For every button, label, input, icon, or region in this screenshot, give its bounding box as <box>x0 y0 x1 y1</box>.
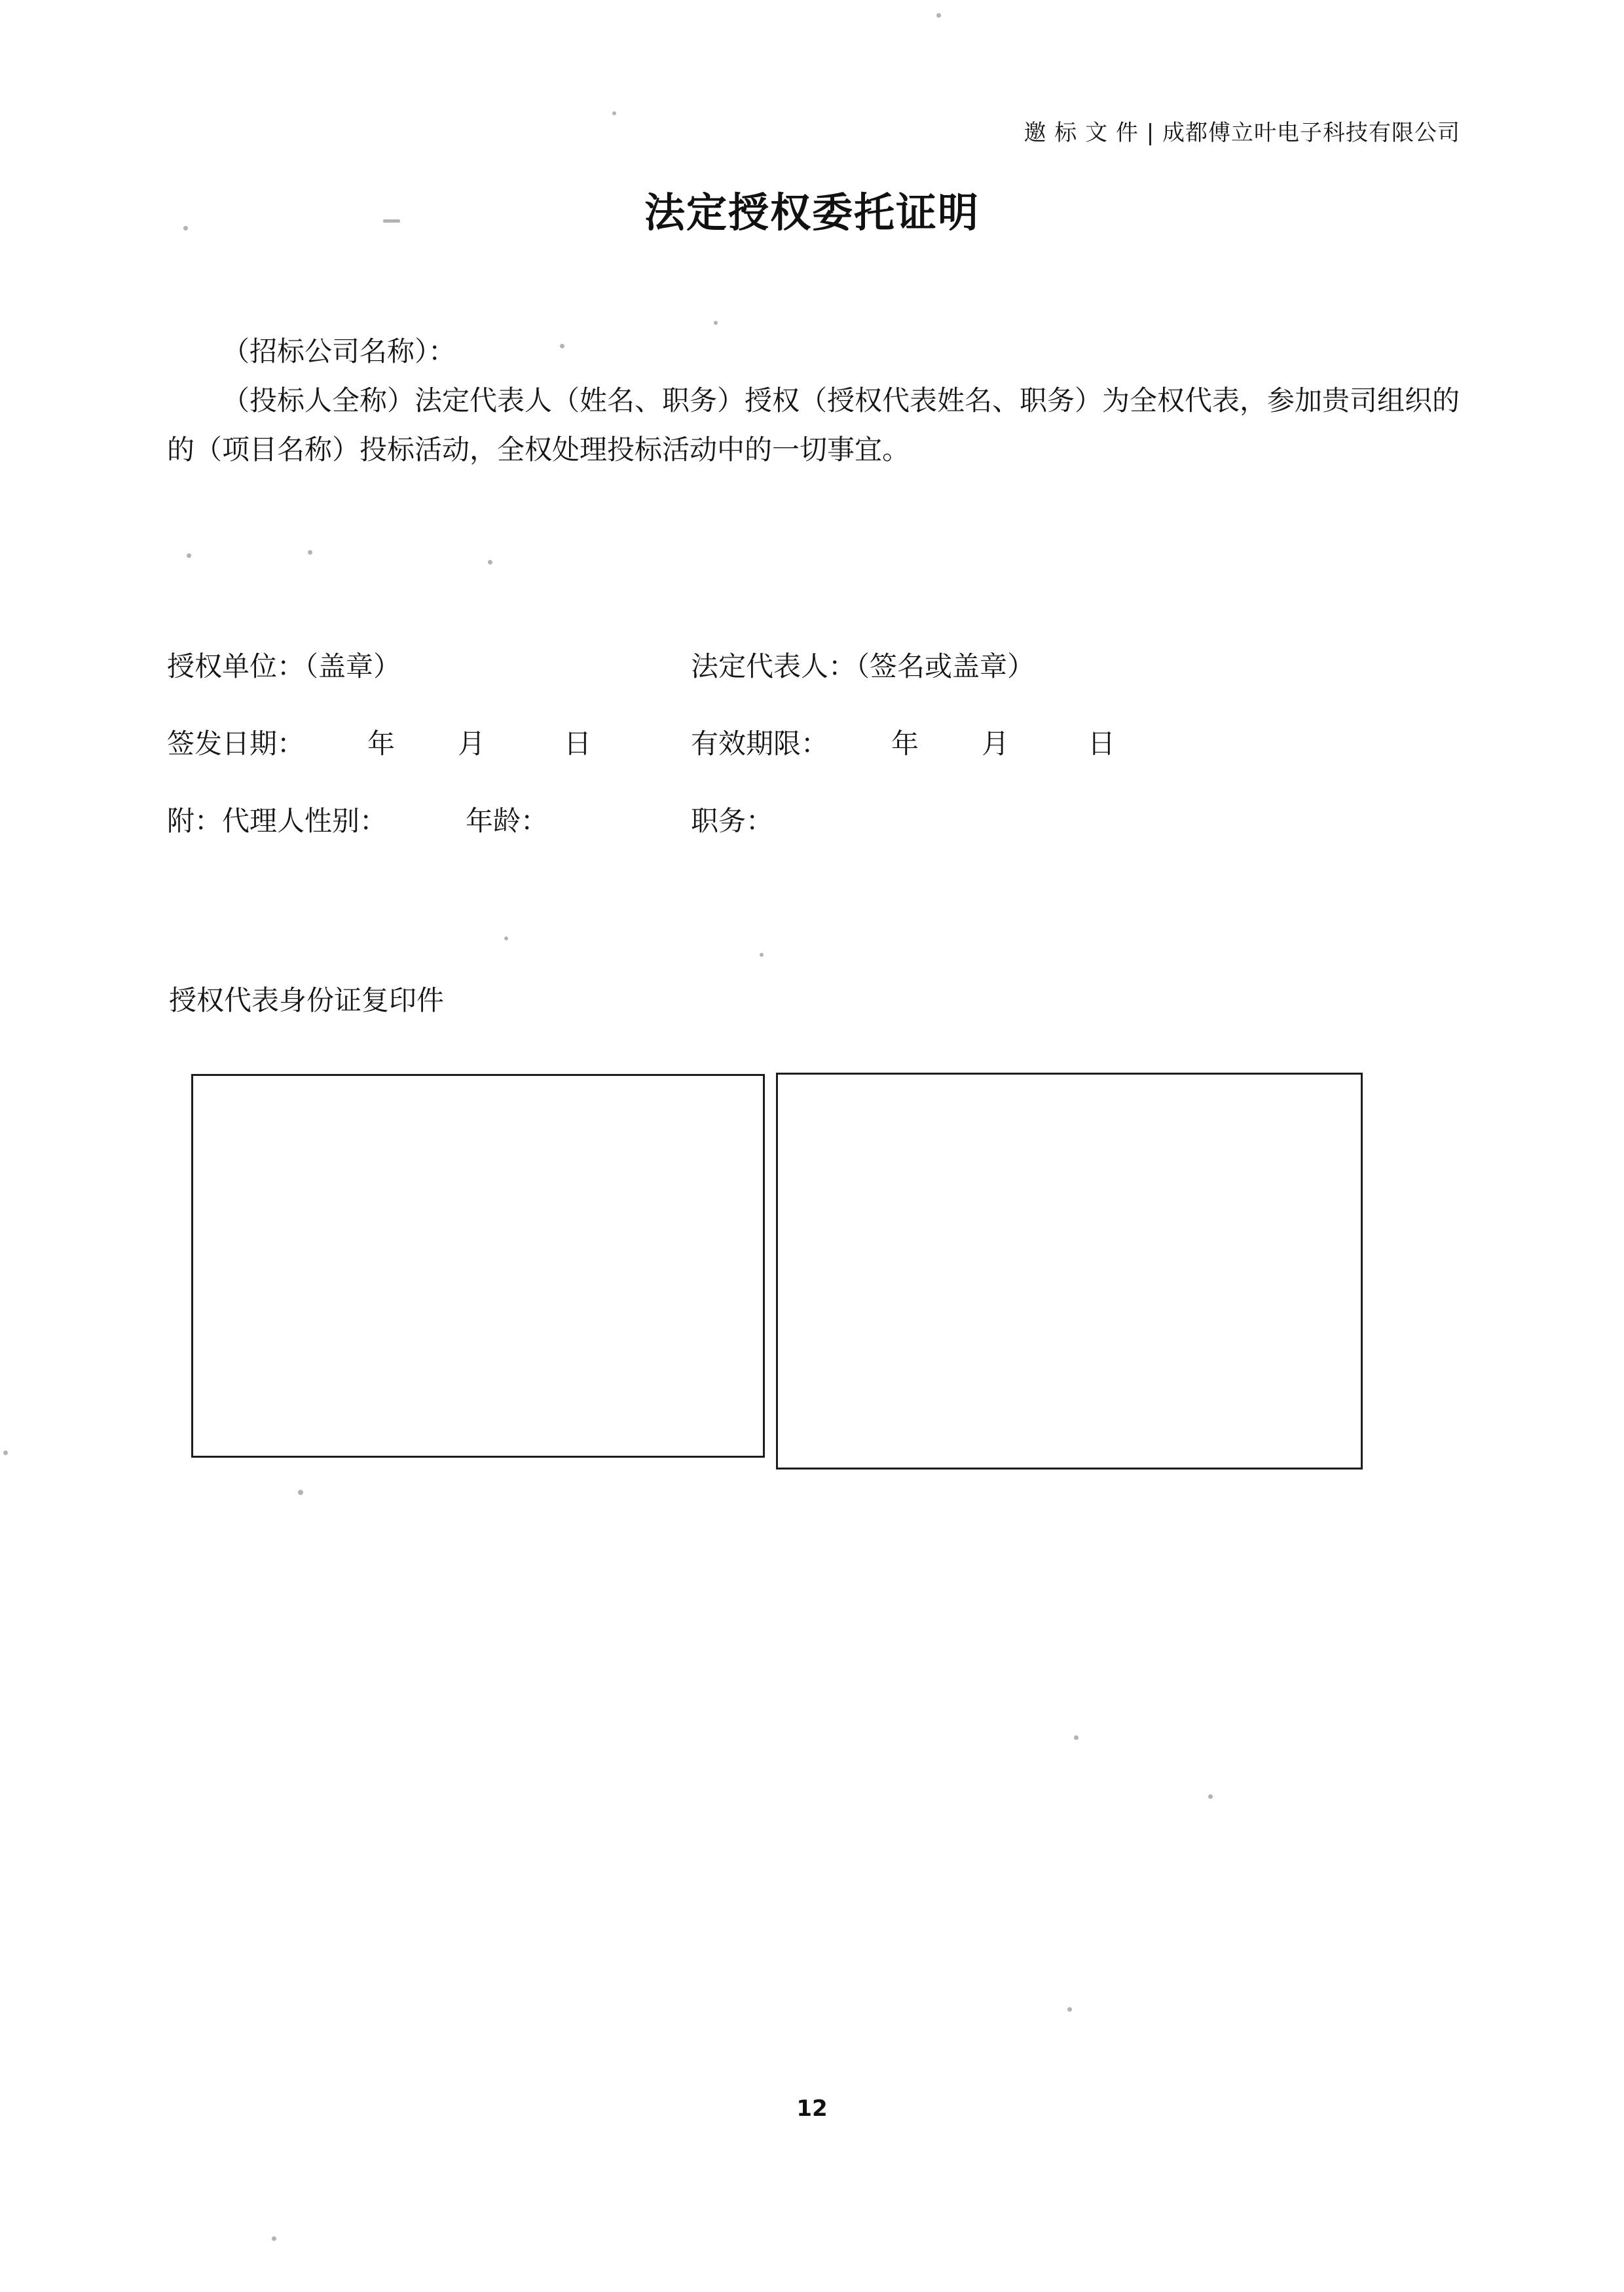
signature-block <box>167 645 1477 877</box>
id-card-front-placeholder <box>191 1074 765 1458</box>
valid-year-unit: 年 <box>891 728 919 760</box>
issue-year-unit: 年 <box>367 728 396 760</box>
agent-gender-label: 附：代理人性别： <box>167 805 388 837</box>
page-header: 邀 标 文 件 | 成都傅立叶电子科技有限公司 <box>1024 120 1460 146</box>
legal-rep-label: 法定代表人：（签名或盖章） <box>691 650 1035 682</box>
page-number: 12 <box>796 2096 828 2122</box>
body-text <box>167 327 1470 474</box>
scan-speck <box>714 321 718 325</box>
valid-period-label: 有效期限： <box>691 728 829 760</box>
scan-speck <box>1208 1794 1213 1799</box>
scan-speck <box>760 953 764 957</box>
issue-date-field <box>167 722 691 762</box>
auth-unit-label: 授权单位：（盖章） <box>167 650 401 682</box>
scan-speck <box>298 1490 303 1495</box>
scan-speck <box>272 2236 276 2241</box>
body-line-authorization: （投标人全称）法定代表人（姓名、职务）授权（授权代表姓名、职务）为全权代表，参加贵司组织的的（项目名称）投标活动，全权处理投标活动中的一切事宜。 <box>167 384 1460 466</box>
signature-row-dates <box>167 722 1477 800</box>
scan-speck <box>1074 1735 1079 1740</box>
body-line-company: （招标公司名称）： <box>222 335 456 367</box>
scan-speck <box>187 553 191 558</box>
agent-age-label: 年龄： <box>466 805 549 837</box>
id-copy-label: 授权代表身份证复印件 <box>169 984 445 1016</box>
issue-month-unit: 月 <box>458 728 486 760</box>
scan-speck <box>488 560 492 564</box>
valid-period-field <box>691 722 1115 762</box>
agent-position-field <box>691 800 773 839</box>
signature-row-agent <box>167 800 1477 877</box>
agent-gender-field <box>167 800 691 839</box>
scan-speck <box>504 936 508 940</box>
valid-month-unit: 月 <box>982 728 1010 760</box>
scan-speck <box>3 1451 8 1455</box>
signature-row-units <box>167 645 1477 722</box>
issue-date-label: 签发日期： <box>167 728 305 760</box>
id-card-back-placeholder <box>776 1073 1363 1469</box>
scan-speck <box>612 111 616 115</box>
scan-speck <box>308 550 312 555</box>
legal-rep-field <box>691 645 1035 684</box>
page-title: 法定授权委托证明 <box>644 189 980 236</box>
issue-day-unit: 日 <box>564 728 592 760</box>
scan-speck <box>936 13 941 18</box>
auth-unit-field <box>167 645 691 684</box>
agent-position-label: 职务： <box>691 805 774 837</box>
scan-speck <box>1067 2007 1072 2012</box>
valid-day-unit: 日 <box>1088 728 1116 760</box>
